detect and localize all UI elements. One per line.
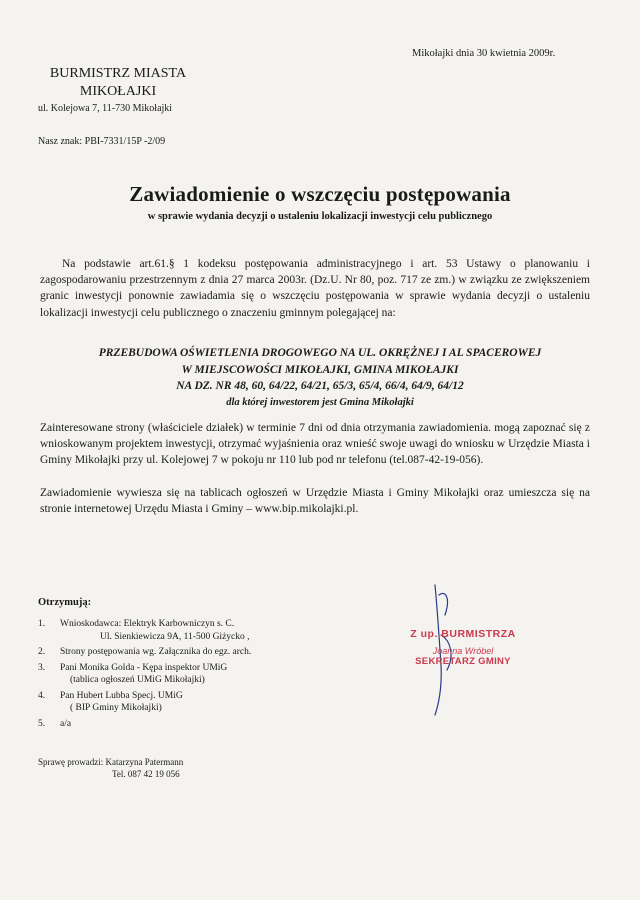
stamp-signer-name: Joanna Wróbel <box>432 646 494 656</box>
stamp-authority: Z up. BURMISTRZA <box>410 628 516 640</box>
sender-block <box>38 65 198 114</box>
recipient-item <box>38 662 338 687</box>
recipient-line: Pani Monika Golda - Kępa inspektor UMiG <box>60 662 228 673</box>
recipients-list <box>38 618 338 733</box>
stamp-position: SEKRETARZ GMINY <box>415 656 511 667</box>
recipient-item <box>38 618 338 643</box>
recipient-line: a/a <box>60 718 72 729</box>
recipient-line: Strony postępowania wg. Załącznika do egz. arch. <box>60 647 252 657</box>
prepared-by-phone: Tel. 087 42 19 056 <box>112 769 180 779</box>
recipient-number: 2. <box>38 647 46 657</box>
body-paragraph-3: Zawiadomienie wywiesza się na tablicach ogłoszeń w Urzędzie Miasta i Gminy Mikołajki oraz umieszcza się na stronie internetowej Urzędu Miasta i Gminy – www.bip.mikolajki.pl. <box>40 487 590 516</box>
document-title: Zawiadomienie o wszczęciu postępowania <box>129 182 511 206</box>
recipient-number: 3. <box>38 662 46 673</box>
sender-line1: BURMISTRZ MIASTA <box>49 66 187 81</box>
project-line-1: PRZEBUDOWA OŚWIETLENIA DROGOWEGO NA UL. OKRĘŻNEJ I AL SPACEROWEJ <box>98 347 542 359</box>
sender-line2: MIKOŁAJKI <box>79 84 157 99</box>
recipient-item <box>38 646 338 659</box>
project-description <box>40 345 600 411</box>
project-investor: dla której inwestorem jest Gmina Mikołajki <box>226 396 414 408</box>
recipient-subline: Ul. Sienkiewicza 9A, 11-500 Giżycko , <box>100 631 250 642</box>
official-stamp <box>388 628 538 667</box>
body-paragraph-2: Zainteresowane strony (właściciele działek) w terminie 7 dni od dnia otrzymania zawiadomienia. mogą zapoznać się z wnioskowanym projektem inwestycji, otrzymać wyjaśnienia oraz wnieść swoje uwagi do wniosku w Urzędzie Miasta i Gminy Mikołajki przy ul. Kolejowej 7 w pokoju nr 110 lub pod nr telefonu (tel.087-42-19-056). <box>40 422 590 467</box>
recipient-number: 1. <box>38 619 46 629</box>
recipient-subline: ( BIP Gminy Mikołajki) <box>70 703 162 713</box>
project-line-2: W MIEJSCOWOŚCI MIKOŁAJKI, GMINA MIKOŁAJKI <box>181 363 459 376</box>
reference-number: Nasz znak: PBI-7331/15P -2/09 <box>38 136 166 147</box>
recipient-item <box>38 690 338 715</box>
document-subtitle: w sprawie wydania decyzji o ustaleniu lokalizacji inwestycji celu publicznego <box>147 211 493 222</box>
prepared-by <box>38 756 183 780</box>
recipient-line: Pan Hubert Lubba Specj. UMiG <box>60 690 183 701</box>
body-paragraph-1: Na podstawie art.61.§ 1 kodeksu postępowania administracyjnego i art. 53 Ustawy o planowaniu i zagospodarowaniu przestrzennym z dnia 27 marca 2003r. (Dz.U. Nr 80, poz. 717 ze zm.) w związku ze zwiększeniem granic inwestycji ponownie zawiadamia się o wszczęciu postępowania w sprawie wydania decyzji o ustaleniu lokalizacji inwestycji celu publicznego o znaczeniu gminnym polegającej na: <box>40 258 590 319</box>
project-line-3: NA DZ. NR 48, 60, 64/22, 64/21, 65/3, 65/4, 66/4, 64/9, 64/12 <box>176 380 464 392</box>
sender-address: ul. Kolejowa 7, 11-730 Mikołajki <box>38 103 173 114</box>
recipient-subline: (tablica ogłoszeń UMiG Mikołajki) <box>70 675 205 685</box>
prepared-by-name: Sprawę prowadzi: Katarzyna Patermann <box>38 757 184 767</box>
recipient-item <box>38 718 338 731</box>
recipient-number: 4. <box>38 690 46 701</box>
recipient-line: Wnioskodawca: Elektryk Karbowniczyn s. C. <box>60 619 235 629</box>
document-date: Mikołajki dnia 30 kwietnia 2009r. <box>412 48 556 59</box>
recipients-heading: Otrzymują: <box>38 597 92 608</box>
recipient-number: 5. <box>38 718 46 729</box>
